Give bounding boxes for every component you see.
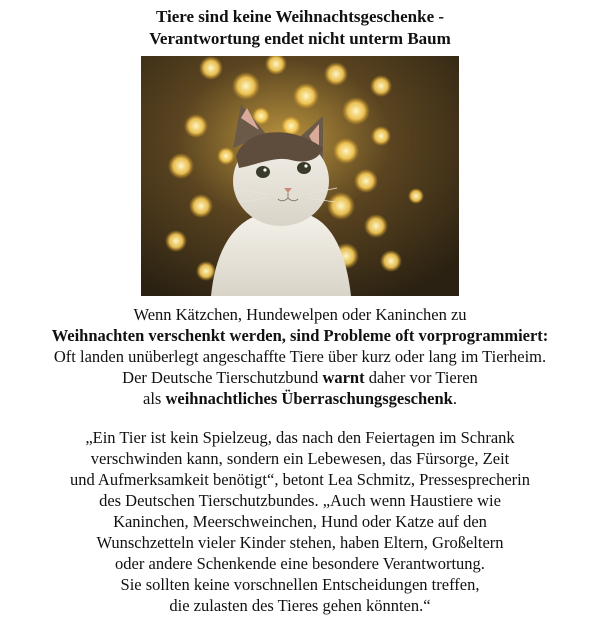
quote-line-4: des Deutschen Tierschutzbundes. „Auch wenn Haustiere wie xyxy=(99,491,501,510)
intro-line-2 xyxy=(0,325,600,346)
quote-line-2: verschwinden kann, sondern ein Lebewesen, das Fürsorge, Zeit xyxy=(90,449,510,468)
quote-line-8: Sie sollten keine vorschnellen Entscheidungen treffen, xyxy=(120,575,480,594)
intro-paragraph xyxy=(0,304,600,409)
intro-line-3: Oft landen unüberlegt angeschaffte Tiere über kurz oder lang im Tierheim. xyxy=(53,347,547,366)
intro-line-5-pre: als xyxy=(143,389,166,408)
headline-line-1: Tiere sind keine Weihnachtsgeschenke - xyxy=(155,7,445,26)
intro-line-5 xyxy=(0,388,600,409)
cat-illustration xyxy=(141,56,459,296)
intro-line-4-pre: Der Deutsche Tierschutzbund xyxy=(122,368,323,387)
intro-line-4 xyxy=(0,367,600,388)
quote-paragraph xyxy=(0,427,600,616)
intro-line-2-bold: Weihnachten verschenkt werden, sind Probleme oft vorprogrammiert: xyxy=(51,326,549,345)
intro-line-5-bold: weihnachtliches Überraschungsgeschenk xyxy=(165,389,453,408)
quote-line-1: „Ein Tier ist kein Spielzeug, das nach den Feiertagen im Schrank xyxy=(85,428,515,447)
headline-line-2: Verantwortung endet nicht unterm Baum xyxy=(149,29,451,48)
intro-line-4-bold: warnt xyxy=(322,368,365,387)
quote-line-6: Wunschzetteln vieler Kinder stehen, haben Eltern, Großeltern xyxy=(96,533,504,552)
quote-line-3: und Aufmerksamkeit benötigt“, betont Lea Schmitz, Pressesprecherin xyxy=(69,470,531,489)
article-headline xyxy=(0,6,600,50)
intro-line-4-post: daher vor Tieren xyxy=(364,368,478,387)
quote-line-7: oder andere Schenkende eine besondere Verantwortung. xyxy=(115,554,485,573)
quote-line-9: die zulasten des Tieres gehen könnten.“ xyxy=(169,596,431,615)
intro-line-5-post: . xyxy=(452,389,457,408)
quote-line-5: Kaninchen, Meerschweinchen, Hund oder Katze auf den xyxy=(113,512,487,531)
cat-christmas-photo xyxy=(141,56,459,296)
intro-line-1: Wenn Kätzchen, Hundewelpen oder Kaninchen zu xyxy=(133,305,467,324)
